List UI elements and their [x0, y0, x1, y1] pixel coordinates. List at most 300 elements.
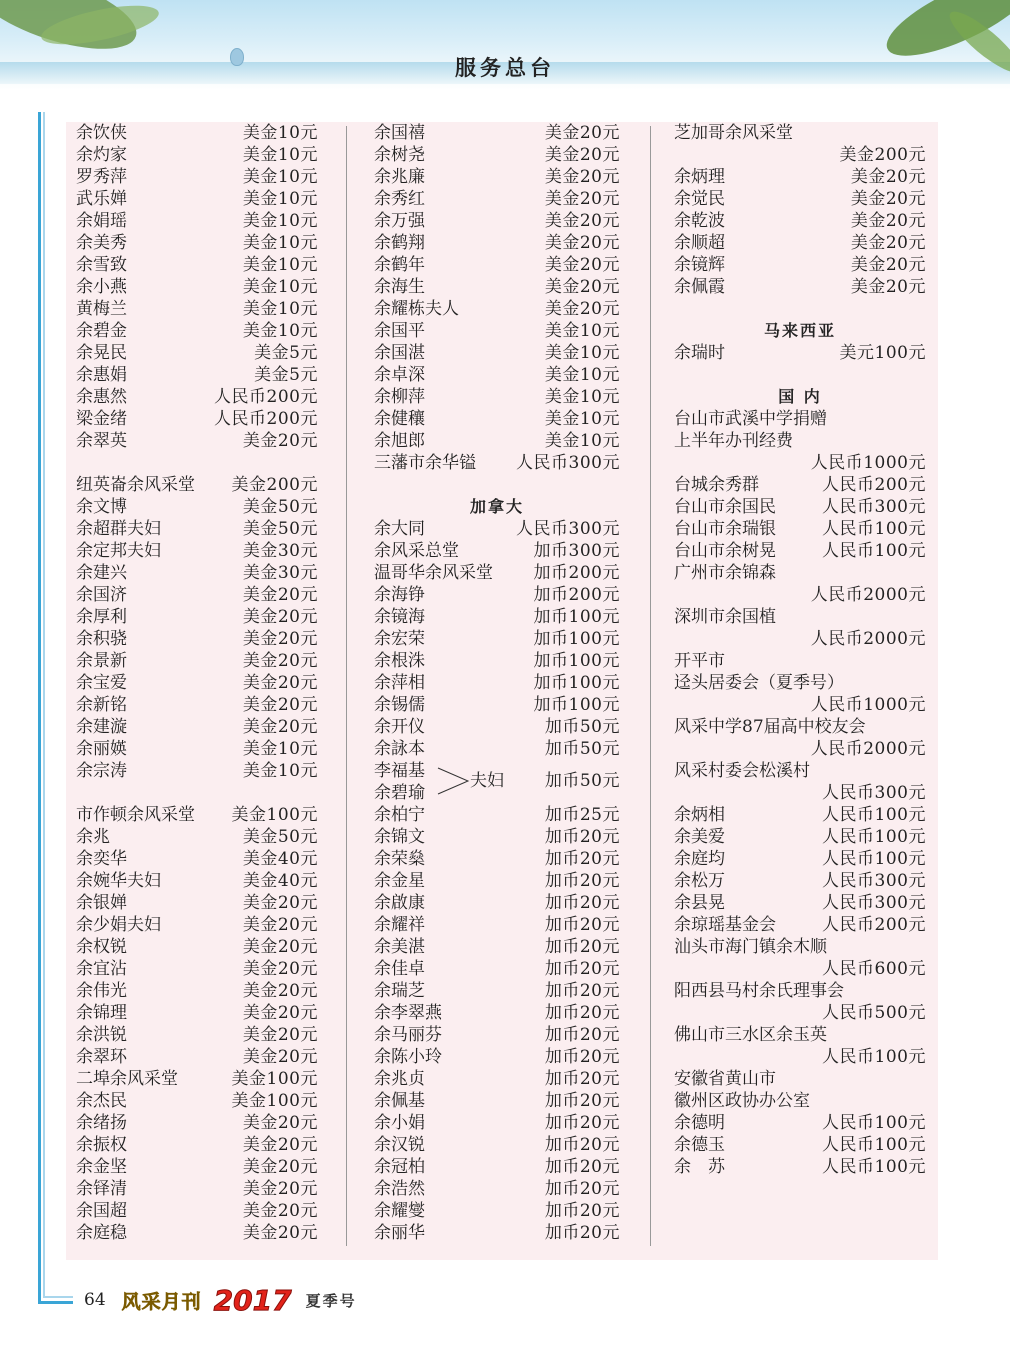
donor-row	[76, 1156, 318, 1178]
donation-amount: 美金5元	[254, 343, 318, 363]
donor-row	[76, 518, 318, 540]
donor-name-line: 汕头市海门镇余木顺	[674, 937, 827, 957]
donor-name: 余锦文	[374, 827, 425, 847]
donor-name: 余兆贞	[374, 1069, 425, 1089]
donation-amount: 美金20元	[242, 431, 318, 451]
donor-row	[674, 276, 926, 298]
donor-row	[374, 914, 620, 936]
donor-row	[374, 210, 620, 232]
donor-row	[76, 232, 318, 254]
donor-name: 余海铮	[374, 585, 425, 605]
donation-amount: 加币100元	[533, 629, 620, 649]
donor-name-line: 阳西县马村余氏理事会	[674, 981, 844, 1001]
donation-amount: 加币100元	[533, 651, 620, 671]
donor-row	[374, 980, 620, 1002]
donor-name: 余冠柏	[374, 1157, 425, 1177]
donation-amount: 美金10元	[242, 123, 318, 143]
donation-amount: 美金20元	[850, 167, 926, 187]
donation-amount: 美金10元	[544, 365, 620, 385]
issue-year: 2017	[213, 1283, 292, 1317]
spacer	[674, 364, 926, 386]
donor-row	[374, 276, 620, 298]
donor-row	[76, 386, 318, 408]
donation-amount: 美金20元	[242, 1047, 318, 1067]
donor-name: 台山市余瑞银	[674, 519, 776, 539]
donor-row	[374, 958, 620, 980]
donor-row	[374, 738, 620, 760]
donation-amount: 加币50元	[544, 739, 620, 759]
donor-row	[374, 804, 620, 826]
donation-amount: 美金10元	[544, 431, 620, 451]
donor-name: 余晃民	[76, 343, 127, 363]
donor-row	[374, 122, 620, 144]
donation-amount: 美金200元	[839, 145, 926, 165]
donor-name-line: 安徽省黄山市	[674, 1069, 776, 1089]
donor-row	[76, 1134, 318, 1156]
donor-row	[76, 1024, 318, 1046]
donor-row	[374, 1002, 620, 1024]
donor-name-line: 佛山市三水区余玉英	[674, 1025, 827, 1045]
donor-row	[674, 958, 926, 980]
donor-row	[674, 1046, 926, 1068]
donor-name: 余美秀	[76, 233, 127, 253]
donor-row	[76, 342, 318, 364]
donor-name: 余佩基	[374, 1091, 425, 1111]
donor-row	[76, 320, 318, 342]
donor-name: 余卓深	[374, 365, 425, 385]
donor-row	[76, 694, 318, 716]
donation-amount: 美金20元	[850, 255, 926, 275]
donor-row	[674, 210, 926, 232]
spacer	[76, 452, 318, 474]
donor-row	[76, 650, 318, 672]
donor-row	[674, 166, 926, 188]
donor-name: 余汉锐	[374, 1135, 425, 1155]
section-heading: 马来西亚	[763, 321, 836, 340]
donor-row	[76, 276, 318, 298]
donation-amount: 美金10元	[242, 761, 318, 781]
donation-amount: 美金30元	[242, 563, 318, 583]
donation-amount: 美金20元	[242, 717, 318, 737]
donor-row	[674, 782, 926, 804]
donor-row	[76, 1046, 318, 1068]
magazine-name: 风采月刊	[121, 1290, 202, 1313]
donation-amount: 美金20元	[242, 959, 318, 979]
donation-amount: 人民币1000元	[810, 453, 926, 473]
donor-name: 余树尧	[374, 145, 425, 165]
donor-name: 台山市余国民	[674, 497, 776, 517]
donor-row	[76, 144, 318, 166]
donor-row	[76, 298, 318, 320]
donation-amount: 加币20元	[544, 915, 620, 935]
donation-amount: 人民币300元	[822, 871, 926, 891]
donor-row	[76, 1222, 318, 1244]
donation-amount: 加币25元	[544, 805, 620, 825]
donor-name: 余鹤翔	[374, 233, 425, 253]
donation-amount: 加币20元	[544, 1091, 620, 1111]
donor-row	[374, 408, 620, 430]
donor-row	[374, 232, 620, 254]
donation-amount: 美金10元	[242, 145, 318, 165]
donor-name: 余顺超	[674, 233, 725, 253]
header-banner	[0, 0, 1010, 90]
donor-name: 余健穰	[374, 409, 425, 429]
donor-row	[76, 364, 318, 386]
donor-row	[374, 342, 620, 364]
donation-amount: 美金20元	[544, 167, 620, 187]
donor-row	[674, 1002, 926, 1024]
page-title: 服务总台	[455, 56, 555, 80]
donation-amount: 加币200元	[533, 585, 620, 605]
donor-name: 武乐婵	[76, 189, 127, 209]
donor-name: 余镜辉	[674, 255, 725, 275]
donor-row	[76, 936, 318, 958]
donor-name: 余萍相	[374, 673, 425, 693]
left-accent-line	[38, 112, 41, 1304]
donation-amount: 加币20元	[544, 1047, 620, 1067]
donor-row	[374, 1024, 620, 1046]
donor-name: 余小娟	[374, 1113, 425, 1133]
donation-amount: 加币20元	[544, 893, 620, 913]
donor-name: 余美湛	[374, 937, 425, 957]
donor-name: 余浩然	[374, 1179, 425, 1199]
donation-amount: 加币20元	[544, 1157, 620, 1177]
donor-row	[674, 804, 926, 826]
donation-amount: 美金20元	[242, 1113, 318, 1133]
donor-row	[76, 540, 318, 562]
donor-row	[76, 562, 318, 584]
donor-name: 余少娟夫妇	[76, 915, 161, 935]
donation-amount: 美金100元	[231, 1069, 318, 1089]
donor-name: 余詠本	[374, 739, 425, 759]
donor-row	[76, 584, 318, 606]
donor-name: 余翠英	[76, 431, 127, 451]
donation-amount: 人民币100元	[822, 1135, 926, 1155]
column-divider	[650, 126, 651, 1246]
donation-amount: 加币100元	[533, 607, 620, 627]
donor-row	[674, 452, 926, 474]
donation-amount: 人民币2000元	[810, 739, 926, 759]
donor-column-2	[374, 122, 620, 1244]
donor-row	[374, 562, 620, 584]
donation-amount: 人民币100元	[822, 827, 926, 847]
donor-row	[76, 474, 318, 496]
donor-name: 余国禧	[374, 123, 425, 143]
donor-row	[76, 1112, 318, 1134]
donation-amount: 美金40元	[242, 849, 318, 869]
donor-name: 余丽媖	[76, 739, 127, 759]
donor-name: 梁金绪	[76, 409, 127, 429]
donor-name: 二埠余风采堂	[76, 1069, 178, 1089]
donor-row	[76, 892, 318, 914]
donation-amount: 加币100元	[533, 673, 620, 693]
donor-row	[674, 188, 926, 210]
donor-name: 余金星	[374, 871, 425, 891]
donor-name: 余灼家	[76, 145, 127, 165]
donor-row	[76, 760, 318, 782]
donor-name: 余兆廉	[374, 167, 425, 187]
donor-row	[674, 870, 926, 892]
donation-amount: 美金50元	[242, 519, 318, 539]
donation-amount: 加币300元	[533, 541, 620, 561]
donation-amount: 美金50元	[242, 827, 318, 847]
donation-amount: 美金10元	[242, 739, 318, 759]
donation-amount: 美金20元	[242, 1025, 318, 1045]
donor-row	[76, 914, 318, 936]
donor-row	[374, 1178, 620, 1200]
donation-amount: 加币20元	[544, 1003, 620, 1023]
donor-row	[674, 694, 926, 716]
donor-row	[674, 1134, 926, 1156]
donor-column-3	[674, 122, 926, 1178]
donor-name: 余小燕	[76, 277, 127, 297]
donation-amount: 美金10元	[544, 387, 620, 407]
donation-amount: 美金50元	[242, 497, 318, 517]
donor-name: 温哥华余风采堂	[374, 563, 493, 583]
donor-row	[374, 892, 620, 914]
donation-amount: 加币20元	[544, 1113, 620, 1133]
donation-amount: 美金40元	[242, 871, 318, 891]
donor-row	[674, 474, 926, 496]
page-footer	[84, 1283, 357, 1317]
donor-name-line: 开平市	[674, 651, 725, 671]
donor-name: 余炳相	[674, 805, 725, 825]
couple-label: 夫妇	[470, 771, 504, 791]
donation-amount: 人民币100元	[822, 1113, 926, 1133]
donor-name: 余饮侠	[76, 123, 127, 143]
donor-row	[76, 738, 318, 760]
donation-amount: 加币200元	[533, 563, 620, 583]
donation-amount: 人民币300元	[516, 519, 620, 539]
donor-row	[374, 650, 620, 672]
donor-name: 余松万	[674, 871, 725, 891]
donation-amount: 美金20元	[850, 233, 926, 253]
donor-name: 余金坚	[76, 1157, 127, 1177]
donation-amount: 加币100元	[533, 695, 620, 715]
donor-name-line: 风采村委会松溪村	[674, 761, 810, 781]
donation-amount: 人民币100元	[822, 541, 926, 561]
donor-name: 余惠娟	[76, 365, 127, 385]
donor-row	[674, 342, 926, 364]
donation-amount: 美金20元	[544, 211, 620, 231]
donor-name: 余厚利	[76, 607, 127, 627]
donor-row	[374, 254, 620, 276]
bottom-accent-line	[38, 1301, 73, 1304]
donation-amount: 加币20元	[544, 959, 620, 979]
donor-row	[674, 914, 926, 936]
donation-amount: 加币20元	[544, 871, 620, 891]
donor-name: 余铎清	[76, 1179, 127, 1199]
couple-bracket-icon	[436, 766, 470, 802]
donation-amount: 美金20元	[242, 981, 318, 1001]
donation-amount: 美金20元	[544, 233, 620, 253]
donor-name: 罗秀萍	[76, 167, 127, 187]
donation-amount: 美金20元	[242, 629, 318, 649]
donor-name: 余佳卓	[374, 959, 425, 979]
donor-name: 余雪致	[76, 255, 127, 275]
donation-amount: 美金200元	[231, 475, 318, 495]
donor-name: 余琼瑶基金会	[674, 915, 776, 935]
donor-name: 余耀燮	[374, 1201, 425, 1221]
donation-amount: 人民币300元	[822, 497, 926, 517]
donor-row	[76, 826, 318, 848]
donor-name: 余超群夫妇	[76, 519, 161, 539]
donor-name: 余根洙	[374, 651, 425, 671]
donation-amount: 美金20元	[242, 1201, 318, 1221]
donor-name: 余柳萍	[374, 387, 425, 407]
donation-amount: 加币20元	[544, 827, 620, 847]
donation-amount: 加币20元	[544, 1025, 620, 1045]
donor-name: 余银婵	[76, 893, 127, 913]
donor-name: 余觉民	[674, 189, 725, 209]
donor-row	[76, 166, 318, 188]
donor-name: 余宗涛	[76, 761, 127, 781]
donor-name: 余风采总堂	[374, 541, 459, 561]
donation-amount: 美金20元	[242, 1223, 318, 1243]
donor-name: 余积骁	[76, 629, 127, 649]
donor-name: 余定邦夫妇	[76, 541, 161, 561]
donor-name: 余万强	[374, 211, 425, 231]
donor-name: 余锦理	[76, 1003, 127, 1023]
donor-row	[674, 232, 926, 254]
bottom-accent-line-inner	[43, 1296, 73, 1298]
donor-name: 余新铭	[76, 695, 127, 715]
donor-name: 余宝爱	[76, 673, 127, 693]
donation-amount: 美金20元	[850, 189, 926, 209]
donor-row	[76, 1200, 318, 1222]
donor-name: 黄梅兰	[76, 299, 127, 319]
donor-name: 余大同	[374, 519, 425, 539]
donation-amount: 人民币2000元	[810, 629, 926, 649]
donor-row	[76, 958, 318, 980]
donor-row	[76, 188, 318, 210]
donor-name-line: 迳头居委会（夏季号）	[674, 673, 844, 693]
donor-name-line: 风采中学87届高中校友会	[674, 717, 866, 737]
donation-amount: 美金20元	[544, 277, 620, 297]
donation-amount: 美金10元	[242, 189, 318, 209]
donor-name: 余锡儒	[374, 695, 425, 715]
donor-name: 余耀祥	[374, 915, 425, 935]
donor-name: 余啟康	[374, 893, 425, 913]
column-divider	[346, 126, 347, 1246]
donor-name: 余杰民	[76, 1091, 127, 1111]
donor-row	[76, 430, 318, 452]
donation-amount: 美金100元	[231, 805, 318, 825]
donation-amount: 美金20元	[242, 651, 318, 671]
donor-name: 台山市余树晃	[674, 541, 776, 561]
donor-name: 余乾波	[674, 211, 725, 231]
donor-row	[674, 826, 926, 848]
donor-name: 余瑞芝	[374, 981, 425, 1001]
donor-name-line: 广州市余锦森	[674, 563, 776, 583]
donor-name: 余德玉	[674, 1135, 725, 1155]
donation-amount: 美金20元	[242, 585, 318, 605]
donor-row	[374, 628, 620, 650]
donor-row	[76, 980, 318, 1002]
donation-amount: 加币20元	[544, 849, 620, 869]
donation-amount: 美金10元	[242, 277, 318, 297]
donor-name: 余海生	[374, 277, 425, 297]
donation-amount: 美金10元	[544, 321, 620, 341]
donor-name: 李福基	[374, 761, 425, 781]
donor-row	[76, 672, 318, 694]
donor-name: 余庭稳	[76, 1223, 127, 1243]
donor-row	[76, 606, 318, 628]
donation-amount: 美元100元	[839, 343, 926, 363]
spacer	[374, 474, 620, 496]
donor-row	[374, 870, 620, 892]
donor-row	[374, 672, 620, 694]
donor-name: 余秀红	[374, 189, 425, 209]
donor-row	[674, 254, 926, 276]
donor-row	[374, 1222, 620, 1244]
donation-amount: 加币20元	[544, 1135, 620, 1155]
donor-row	[374, 320, 620, 342]
donor-name: 余国平	[374, 321, 425, 341]
donation-amount: 美金30元	[242, 541, 318, 561]
donor-row	[76, 870, 318, 892]
donor-name: 余宜沾	[76, 959, 127, 979]
donor-name: 三藩市余华镒	[374, 453, 476, 473]
donation-amount: 美金20元	[242, 673, 318, 693]
donor-row	[374, 452, 620, 474]
donor-row	[76, 408, 318, 430]
donor-row	[374, 144, 620, 166]
donor-name: 余洪锐	[76, 1025, 127, 1045]
donor-row	[374, 188, 620, 210]
donor-name: 余国超	[76, 1201, 127, 1221]
donor-name: 纽英崙余风采堂	[76, 475, 195, 495]
donor-row	[374, 430, 620, 452]
donor-row	[374, 606, 620, 628]
donor-name-line: 深圳市余国植	[674, 607, 776, 627]
donor-row	[374, 386, 620, 408]
donor-row	[674, 518, 926, 540]
donor-row	[76, 1002, 318, 1024]
donor-name: 余振权	[76, 1135, 127, 1155]
donor-row	[374, 694, 620, 716]
section-heading: 国 内	[778, 387, 822, 406]
donor-row	[374, 166, 620, 188]
donation-amount: 人民币600元	[822, 959, 926, 979]
spacer	[76, 782, 318, 804]
donation-amount: 美金20元	[544, 299, 620, 319]
donation-amount: 美金20元	[544, 145, 620, 165]
donor-name: 余陈小玲	[374, 1047, 442, 1067]
donor-row	[674, 540, 926, 562]
donation-amount: 加币20元	[544, 981, 620, 1001]
donor-couple-entry	[374, 760, 620, 804]
donor-row	[674, 848, 926, 870]
donor-row	[374, 1090, 620, 1112]
donor-name: 余旭郎	[374, 431, 425, 451]
donation-amount: 人民币100元	[822, 1047, 926, 1067]
donor-name: 余兆	[76, 827, 110, 847]
donation-amount: 人民币200元	[214, 409, 318, 429]
donation-amount: 美金20元	[544, 123, 620, 143]
donation-amount: 美金10元	[242, 233, 318, 253]
donation-amount: 加币20元	[544, 1223, 620, 1243]
donor-name: 市作顿余风采堂	[76, 805, 195, 825]
donation-amount: 美金20元	[242, 1179, 318, 1199]
left-accent-line-inner	[43, 112, 45, 1297]
donor-name: 余建漩	[76, 717, 127, 737]
donation-amount: 人民币300元	[516, 453, 620, 473]
donor-name: 余柏宁	[374, 805, 425, 825]
donation-amount: 加币50元	[544, 717, 620, 737]
donor-name: 余伟光	[76, 981, 127, 1001]
donation-amount: 人民币100元	[822, 849, 926, 869]
